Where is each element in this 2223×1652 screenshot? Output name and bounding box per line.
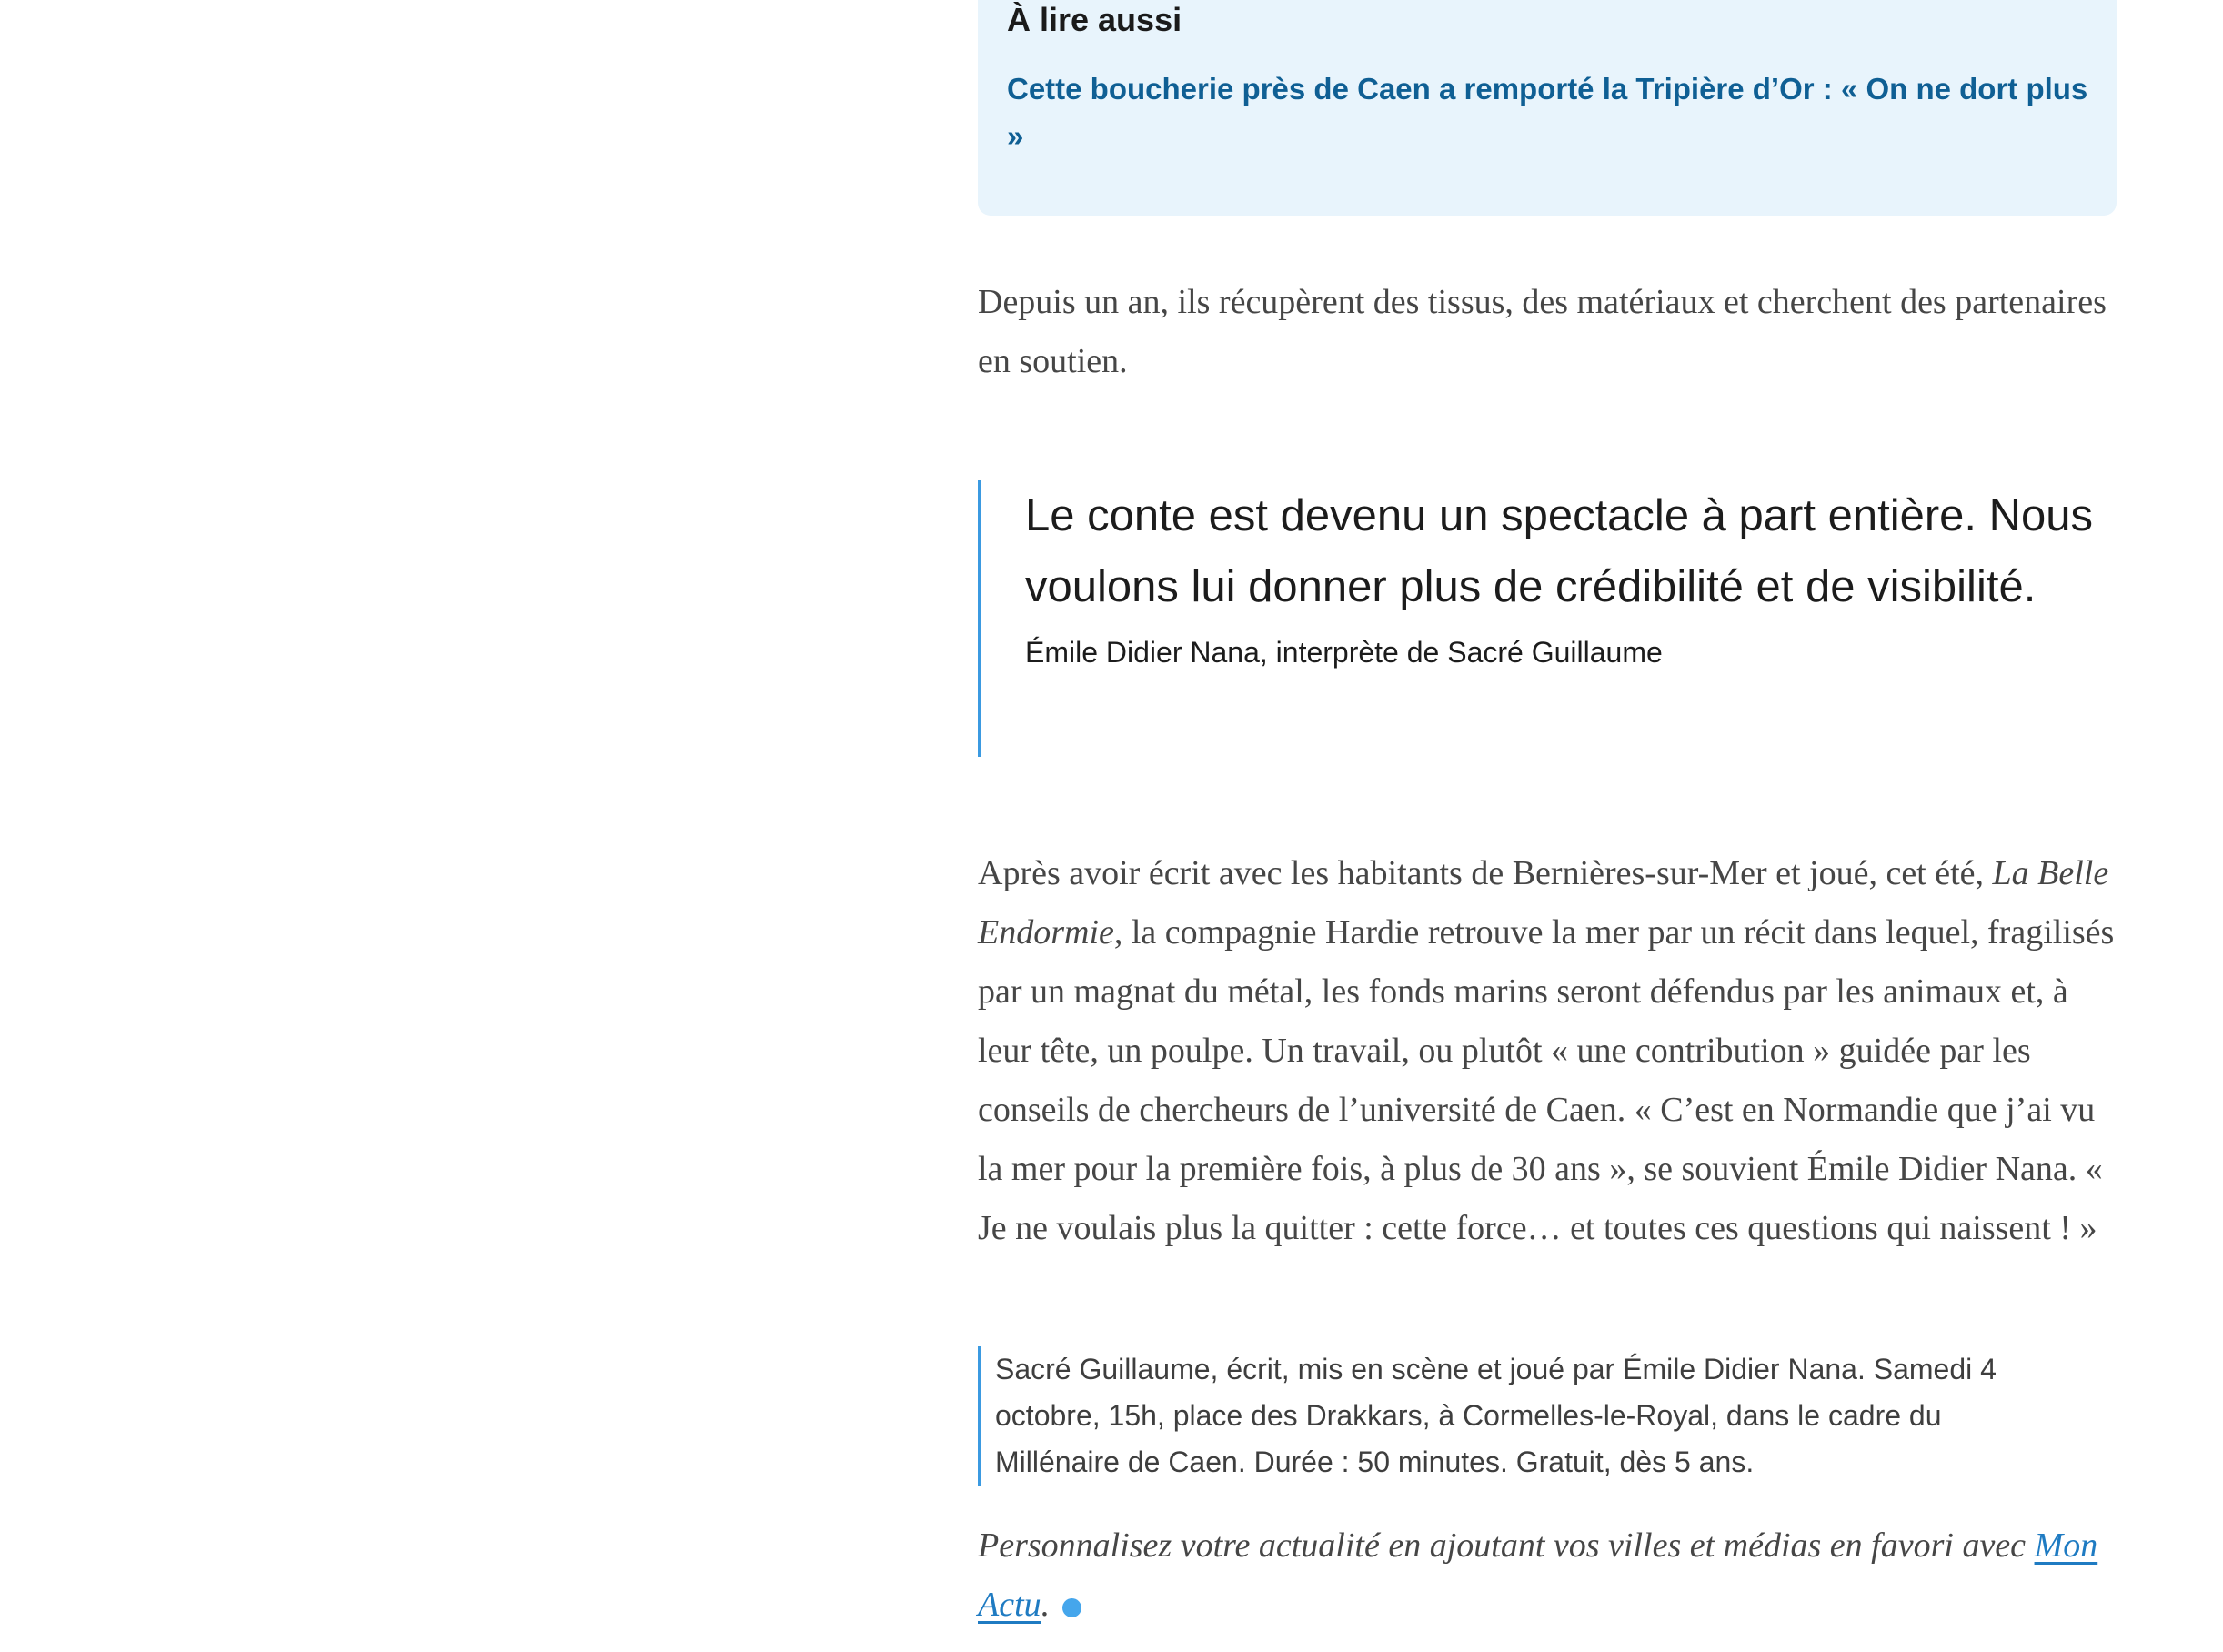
event-info-text: Sacré Guillaume, écrit, mis en scène et joué par Émile Didier Nana. Samedi 4 octobre, 15h, place des Drakkars, à Cormelles-le-Royal, dans le cadre du Millénaire de Caen. Durée : 50 minutes. Gratuit, dès 5 ans.	[995, 1353, 1997, 1478]
read-also-title: À lire aussi	[1007, 1, 1182, 38]
read-also-link[interactable]: Cette boucherie près de Caen a remporté la Tripière d’Or : « On ne dort plus »	[1007, 72, 2088, 153]
mon-actu-link[interactable]: Mon Actu	[978, 1526, 2098, 1624]
quote-text: Le conte est devenu un spectacle à part entière. Nous voulons lui donner plus de crédibilité et de visibilité.	[1025, 491, 2094, 611]
paragraph-text-end: , la compagnie Hardie retrouve la mer par un récit dans lequel, fragilisés par un magnat du métal, les fonds marins seront défendus par les animaux et, à leur tête, un poulpe. Un travail, ou plutôt « une contribution » guidée par les conseils de chercheurs de l’université de Caen. « C’est en Normandie que j’ai vu la mer pour la première fois, à plus de 30 ans », se souvient Émile Didier Nana. « Je ne voulais plus la quitter : cette force… et toutes ces questions qui naissent ! »	[978, 913, 2115, 1247]
personalize-note-text: Personnalisez votre actualité en ajoutant vos villes et médias en favori avec	[978, 1526, 2035, 1565]
end-of-article-dot-icon	[1062, 1598, 1081, 1617]
event-info-box	[978, 1346, 2117, 1486]
pull-quote	[978, 480, 2117, 757]
read-also-box	[978, 0, 2117, 216]
personalize-note-suffix: .	[1041, 1586, 1051, 1624]
quote-attribution: Émile Didier Nana, interprète de Sacré Guillaume	[1025, 636, 1663, 669]
show-title-italic: La Belle Endormie	[978, 854, 2109, 952]
article-paragraph	[978, 844, 2117, 1258]
paragraph-text-start: Après avoir écrit avec les habitants de Bernières-sur-Mer et joué, cet été,	[978, 854, 1993, 892]
article-paragraph: Depuis un an, ils récupèrent des tissus, des matériaux et cherchent des partenaires en soutien.	[978, 283, 2107, 380]
personalize-note	[978, 1516, 2117, 1635]
